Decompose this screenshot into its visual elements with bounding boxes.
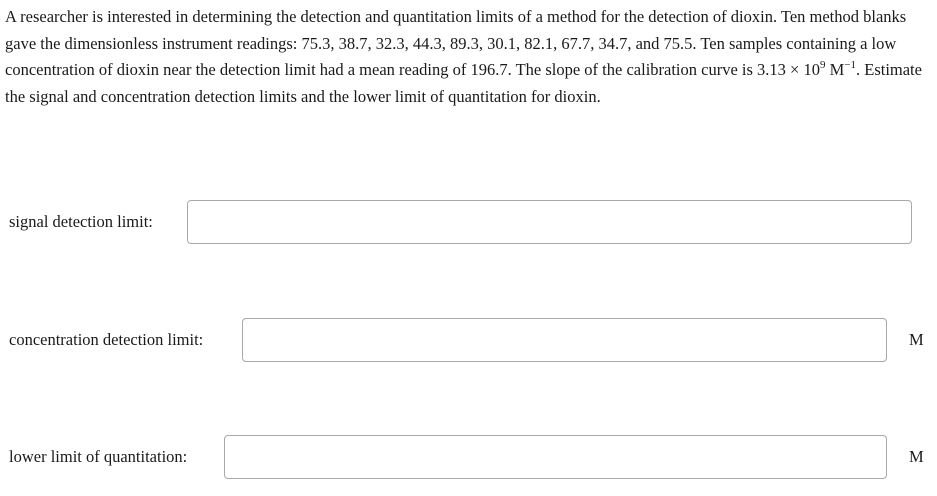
concentration-detection-limit-input[interactable] — [242, 318, 887, 362]
concentration-detection-limit-label: concentration detection limit: — [9, 330, 204, 349]
molar-unit: M — [825, 60, 845, 79]
question-text-part-2: . Estimate the signal and concentration detection limits and the lower limit of quantitation for dioxin. — [5, 60, 922, 106]
lower-limit-of-quantitation-label: lower limit of quantitation: — [9, 447, 188, 466]
exponent-nine: 9 — [819, 58, 826, 71]
quantitation-unit-label: M — [909, 447, 924, 466]
lower-limit-of-quantitation-row — [0, 435, 937, 479]
signal-detection-limit-input[interactable] — [187, 200, 912, 244]
concentration-detection-limit-row — [0, 318, 937, 362]
signal-detection-limit-row — [0, 200, 937, 244]
concentration-unit-label: M — [909, 330, 924, 349]
question-text-part-1: A researcher is interested in determining the detection and quantitation limits of a method for the detection of dioxin. Ten method blanks gave the dimensionless instrument readings: 75.3, 38.7, 32.3, 44.3, 89.3, 30.1, 82.1, 67.7, 34.7, and 75.5. Ten samples containing a low concentration of dioxin near the detection limit had a mean reading of 196.7. The slope of the calibration curve is 3.13 × 10 — [5, 7, 907, 79]
signal-detection-limit-label: signal detection limit: — [9, 212, 153, 231]
question-text — [5, 4, 925, 110]
exponent-minus-one: −1 — [844, 58, 856, 71]
lower-limit-of-quantitation-input[interactable] — [224, 435, 887, 479]
